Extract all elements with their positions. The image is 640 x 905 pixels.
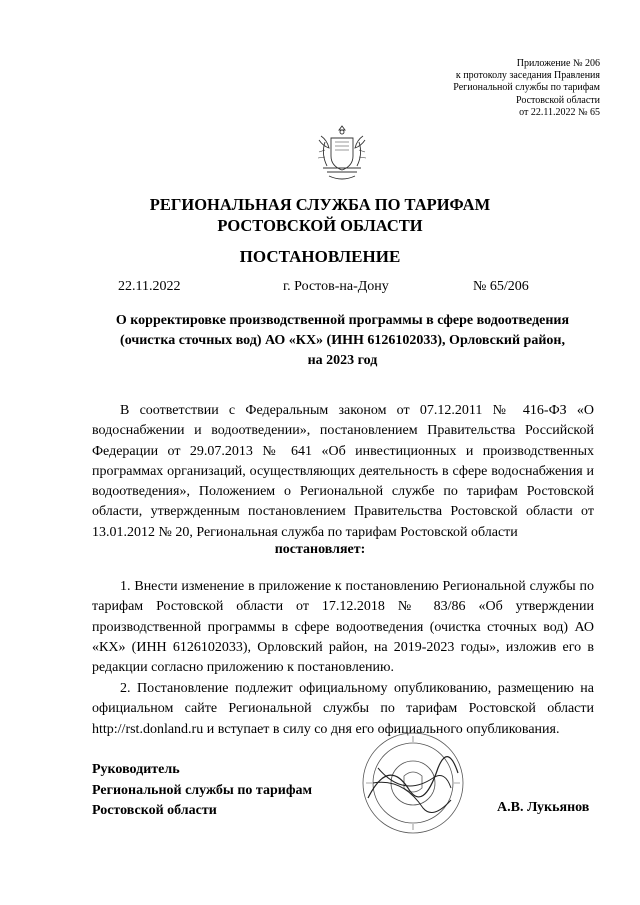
document-title [90, 311, 595, 371]
preamble-paragraph: В соответствии с Федеральным законом от 07.12.2011 № 416-ФЗ «О водоснабжении и водоотведении», постановлением Правительства Российской Федерации от 29.07.2013 № 641 «Об инвестиционных и производственных программах организаций, осуществляющих деятельность в сфере водоснабжения и водоотведения», Положением о Региональной службе по тарифам Ростовской области, утвержденным постановлением Правительства Ростовской области от 13.01.2012 № 20, Региональная служба по тарифам Ростовской области [92, 403, 594, 540]
org-line-2: РОСТОВСКОЙ ОБЛАСТИ [217, 216, 423, 235]
annex-reference [340, 58, 600, 119]
signatory-name: А.В. Лукьянов [497, 800, 590, 815]
document-date: 22.11.2022 [118, 279, 181, 294]
annex-line-2: к протоколу заседания Правления [455, 70, 600, 82]
resolves-heading: постановляет: [274, 542, 366, 557]
position-line-3: Ростовской области [92, 803, 217, 818]
item-2-paragraph: 2. Постановление подлежит официальному опубликованию, размещению на официальном сайте Региональной службы по тарифам Ростовской области http://rst.donland.ru и вступает в силу со дня его официального опубликования. [92, 681, 594, 737]
document-type: ПОСТАНОВЛЕНИЕ [239, 247, 401, 266]
annex-line-5: от 22.11.2022 № 65 [519, 106, 600, 118]
organization-name [0, 194, 640, 236]
coat-of-arms-icon [313, 122, 371, 184]
annex-line-1: Приложение № 206 [516, 58, 600, 69]
document-place: г. Ростов-на-Дону [283, 279, 389, 294]
title-line-1: О корректировке производственной программы в сфере водоотведения [115, 313, 570, 328]
item-1-paragraph: 1. Внести изменение в приложение к постановлению Региональной службы по тарифам Ростовской области от 17.12.2018 № 83/86 «Об утверждении производственной программы в сфере водоотведения (очистка сточных вод) АО «КХ» (ИНН 6126102033), Орловский район, на 2019-2023 годы», изложив его в редакции согласно приложению к постановлению. [92, 579, 594, 676]
title-line-2: (очистка сточных вод) АО «КХ» (ИНН 6126102033), Орловский район, [120, 333, 565, 348]
title-line-3: на 2023 год [307, 353, 378, 368]
position-line-2: Региональной службы по тарифам [92, 782, 313, 798]
annex-line-3: Региональной службы по тарифам [453, 82, 600, 94]
position-line-1: Руководитель [92, 762, 180, 777]
official-stamp-icon [358, 728, 468, 838]
document-number: № 65/206 [473, 279, 529, 294]
annex-line-4: Ростовской области [516, 94, 600, 106]
signatory-position [92, 760, 312, 822]
org-line-1: РЕГИОНАЛЬНАЯ СЛУЖБА ПО ТАРИФАМ [149, 195, 491, 214]
